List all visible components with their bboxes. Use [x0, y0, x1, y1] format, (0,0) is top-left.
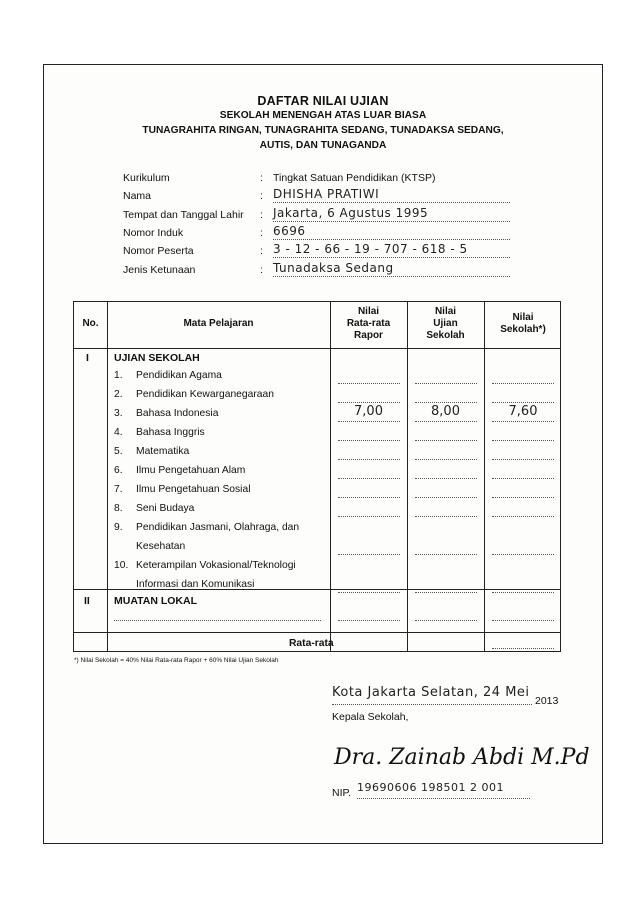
student-name-value: DHISHA PRATIWI: [273, 187, 510, 203]
header-sekolah-line: Sekolah*): [500, 324, 546, 335]
subject-name: Ilmu Pengetahuan Sosial: [136, 484, 251, 495]
rapor-dots: [338, 554, 400, 555]
participant-number-value: 3 - 12 - 66 - 19 - 707 - 618 - 5: [273, 242, 510, 258]
place-date-value: Kota Jakarta Selatan, 24 Mei: [332, 685, 530, 700]
school-category-line2: AUTIS, DAN TUNAGANDA: [259, 140, 387, 151]
subject-number: 6.: [114, 465, 123, 476]
info-colon: :: [260, 172, 263, 184]
subject-number: 2.: [114, 389, 123, 400]
subject-name: Pendidikan Agama: [136, 370, 222, 381]
header-ujian-line: Sekolah: [426, 330, 465, 341]
sekolah-dots: [492, 497, 554, 498]
rapor-dots: [338, 383, 400, 384]
average-value-dots: [492, 648, 554, 649]
ujian-dots: [415, 478, 477, 479]
header-sekolah-line: Nilai: [512, 312, 534, 323]
section-2-title: MUATAN LOKAL: [114, 595, 198, 607]
subject-name: Bahasa Inggris: [136, 427, 205, 438]
ujian-dots: [415, 421, 477, 422]
header-ujian-line: Nilai: [434, 306, 457, 317]
ujian-dots: [415, 459, 477, 460]
rapor-dots: [338, 421, 400, 422]
local-rapor-dots: [338, 620, 400, 621]
info-label: Kurikulum: [123, 172, 170, 184]
info-colon: :: [260, 227, 263, 239]
subject-name: Ilmu Pengetahuan Alam: [136, 465, 246, 476]
student-number-value: 6696: [273, 224, 510, 240]
section-1-title: UJIAN SEKOLAH: [114, 352, 200, 364]
info-colon: :: [260, 190, 263, 202]
principal-role: Kepala Sekolah,: [332, 711, 409, 723]
sekolah-dots: [492, 459, 554, 460]
subject-name: Keterampilan Vokasional/Teknologi: [136, 560, 296, 571]
average-label: Rata-rata: [289, 638, 334, 649]
subject-name-cont: Informasi dan Komunikasi: [136, 579, 255, 590]
local-sekolah-dots: [492, 620, 554, 621]
ujian-dots: [415, 440, 477, 441]
section-2-no: II: [84, 595, 90, 607]
sekolah-dots: [492, 478, 554, 479]
rapor-dots: [338, 440, 400, 441]
info-label: Nomor Peserta: [123, 245, 194, 257]
header-rapor: [330, 306, 407, 342]
info-colon: :: [260, 264, 263, 276]
subject-name: Seni Budaya: [136, 503, 195, 514]
subject-number: 1.: [114, 370, 123, 381]
local-ujian-dots: [415, 620, 477, 621]
average-divider: [74, 632, 560, 633]
subject-number: 10.: [114, 560, 129, 571]
sekolah-dots: [492, 516, 554, 517]
header-sekolah: [484, 312, 562, 336]
info-label: Nomor Induk: [123, 227, 184, 239]
ujian-dots: [415, 402, 477, 403]
subject-number: 7.: [114, 484, 123, 495]
header-rapor-line: Nilai: [357, 306, 380, 317]
header-subject: Mata Pelajaran: [183, 318, 254, 329]
col-divider: [330, 302, 331, 651]
nip-value: 19690606 198501 2 001: [357, 781, 530, 799]
header-ujian-line: Ujian: [433, 318, 458, 329]
subject-name: Bahasa Indonesia: [136, 408, 219, 419]
footnote: *) Nilai Sekolah = 40% Nilai Rata-rata Rapor + 60% Nilai Ujian Sekolah: [74, 657, 279, 664]
ujian-dots: [415, 516, 477, 517]
principal-signature: Dra. Zainab Abdi M.Pd: [334, 745, 590, 770]
ujian-grade: 8,00: [431, 404, 460, 419]
header-ujian: [407, 306, 484, 342]
info-colon: :: [260, 245, 263, 257]
grade-table: [73, 301, 561, 652]
rapor-dots: [338, 459, 400, 460]
header-divider: [74, 348, 560, 349]
sekolah-dots: [492, 592, 554, 593]
subject-name: Pendidikan Jasmani, Olahraga, dan: [136, 522, 300, 533]
birth-value: Jakarta, 6 Agustus 1995: [273, 206, 510, 222]
section-1-no: I: [86, 352, 89, 364]
col-divider: [484, 302, 485, 651]
local-content-dots: [114, 620, 321, 621]
ujian-dots: [415, 497, 477, 498]
col-divider: [407, 302, 408, 651]
info-label: Jenis Ketunaan: [123, 264, 196, 276]
sekolah-grade: 7,60: [508, 404, 538, 419]
rapor-dots: [338, 478, 400, 479]
info-label: Nama: [123, 190, 152, 202]
rapor-dots: [338, 516, 400, 517]
grade-sheet: [43, 64, 603, 844]
header-no: No.: [82, 318, 99, 329]
school-type: SEKOLAH MENENGAH ATAS LUAR BIASA: [219, 110, 427, 121]
rapor-grade: 7,00: [354, 404, 383, 419]
col-divider: [107, 302, 108, 651]
subject-number: 9.: [114, 522, 123, 533]
ujian-dots: [415, 383, 477, 384]
header-rapor-line: Rapor: [354, 330, 383, 341]
subject-name: Pendidikan Kewarganegaraan: [136, 389, 274, 400]
curriculum-value: Tingkat Satuan Pendidikan (KTSP): [273, 172, 436, 184]
sekolah-dots: [492, 554, 554, 555]
school-category-line1: TUNAGRAHITA RINGAN, TUNAGRAHITA SEDANG, TUNADAKSA SEDANG,: [142, 125, 504, 136]
nip-label: NIP.: [332, 787, 352, 799]
place-date: [332, 685, 532, 705]
disability-value: Tunadaksa Sedang: [273, 261, 510, 277]
subject-number: 5.: [114, 446, 123, 457]
subject-number: 8.: [114, 503, 123, 514]
subject-name-cont: Kesehatan: [136, 541, 186, 552]
sekolah-dots: [492, 383, 554, 384]
subject-name: Matematika: [136, 446, 190, 457]
sekolah-dots: [492, 440, 554, 441]
info-label: Tempat dan Tanggal Lahir: [123, 209, 244, 221]
ujian-dots: [415, 592, 477, 593]
rapor-dots: [338, 497, 400, 498]
sekolah-dots: [492, 421, 554, 422]
subject-number: 3.: [114, 408, 123, 419]
subject-number: 4.: [114, 427, 123, 438]
sekolah-dots: [492, 402, 554, 403]
document-title: DAFTAR NILAI UJIAN: [257, 94, 389, 108]
rapor-dots: [338, 402, 400, 403]
year: 2013: [535, 695, 559, 707]
ujian-dots: [415, 554, 477, 555]
header-rapor-line: Rata-rata: [346, 318, 391, 329]
info-colon: :: [260, 209, 263, 221]
rapor-dots: [338, 592, 400, 593]
